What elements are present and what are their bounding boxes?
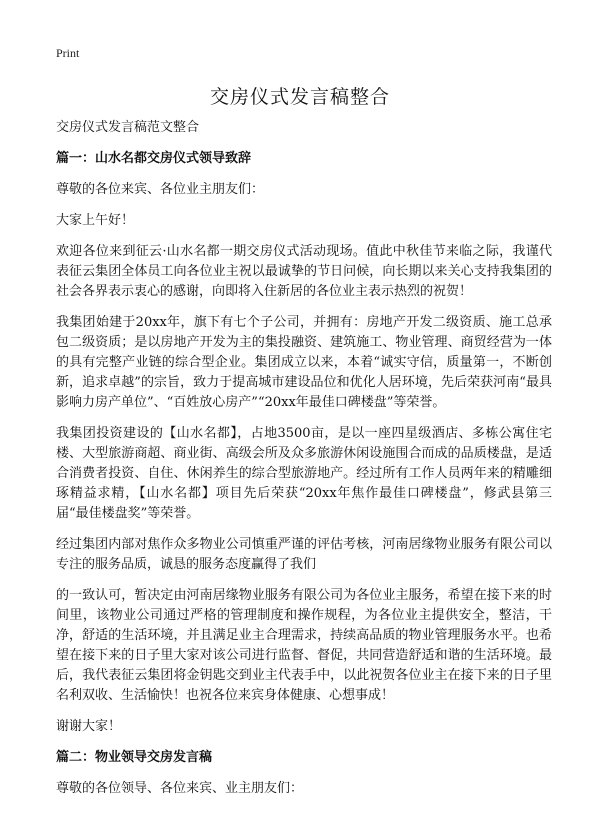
- section-1-paragraph-2: 我集团始建于20xx年，旗下有七个子公司，并拥有：房地产开发二级资质、施工总承包二级资质；是以房地产开发为主的集投融资、建筑施工、物业管理、商贸经营为一体的具有完整产业链的综合型企业。集团成立以来，本着“诚实守信，质量第一，不断创新，追求卓越”的宗旨，致力于提高城市建设品位和优化人居环境，先后荣获河南“最具影响力房产单位”、“百姓放心房产”“20xx年最佳口碑楼盘”等荣誉。: [56, 315, 552, 410]
- document-body: [56, 118, 552, 810]
- section-1-salutation: 尊敬的各位来宾、各位业主朋友们：: [56, 182, 265, 197]
- section-1-closing: 谢谢大家！: [56, 719, 122, 734]
- section-1-heading: 篇一：山水名都交房仪式领导致辞: [56, 151, 252, 166]
- section-1-paragraph-4: 经过集团内部对焦作众多物业公司慎重严谨的评估考核，河南居缘物业服务有限公司以专注的服务品质，诚恳的服务态度赢得了我们: [56, 537, 552, 572]
- section-1-greeting: 大家上午好！: [56, 213, 135, 228]
- section-1-paragraph-3: 我集团投资建设的【山水名都】，占地3500亩，是以一座四星级酒店、多栋公寓住宅楼、大型旅游商超、商业街、高级会所及众多旅游休闲设施围合而成的品质楼盘，是适合消费者投资、自住、休闲养生的综合型旅游地产。经过所有工作人员两年来的精雕细琢精益求精，【山水名都】项目先后荣获“20xx年焦作最佳口碑楼盘”，修武县第三届“最佳楼盘奖”等荣誉。: [56, 426, 552, 521]
- section-2-heading: 篇二：物业领导交房发言稿: [56, 750, 213, 765]
- section-1-paragraph-5: 的一致认可，暂决定由河南居缘物业服务有限公司为各位业主服务，希望在接下来的时间里，该物业公司通过严格的管理制度和操作规程，为各位业主提供安全，整洁，干净，舒适的生活环境，并且满足业主合理需求，持续高品质的物业管理服务水平。也希望在接下来的日子里大家对该公司进行监督、督促，共同营造舒适和谐的生活环境。最后，我代表征云集团将金钥匙交到业主代表手中，以此祝贺各位业主在接下来的日子里名利双收、生活愉快！也祝各位来宾身体健康、心想事成！: [56, 588, 552, 703]
- document-subtitle: 交房仪式发言稿范文整合: [56, 120, 200, 135]
- document-title: 交房仪式发言稿整合: [209, 86, 390, 108]
- section-1-paragraph-1: 欢迎各位来到征云·山水名都一期交房仪式活动现场。值此中秋佳节来临之际，我谨代表征云集团全体员工向各位业主祝以最诚挚的节日问候，向长期以来关心支持我集团的社会各界表示衷心的感谢，向即将入住新居的各位业主表示热烈的祝贺！: [56, 244, 552, 299]
- print-label[interactable]: Print: [56, 46, 80, 60]
- section-2-salutation: 尊敬的各位领导、各位来宾、业主朋友们：: [56, 781, 304, 796]
